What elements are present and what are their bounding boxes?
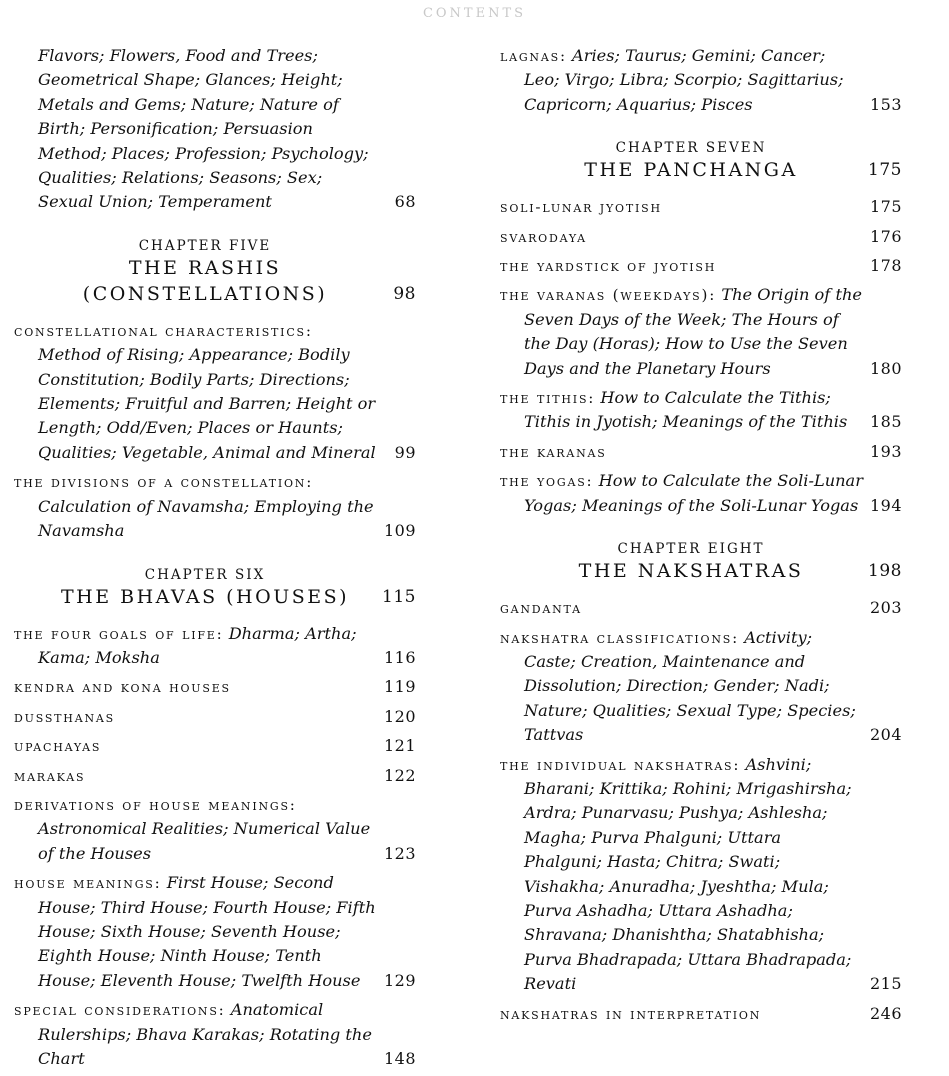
toc-page-number: 120 [383, 706, 416, 726]
toc-left-column [14, 44, 416, 1076]
toc-entry-text [14, 470, 416, 543]
toc-entry-subtopics: First House; Second House; Third House; Fourth House; Fifth House; Sixth House; Seventh House; Eighth House; Ninth House; Tenth House; Eleventh House; Twelfth House [38, 873, 376, 990]
toc-page-number: 99 [394, 442, 416, 462]
toc-entry[interactable] [14, 470, 416, 543]
toc-page-number: 215 [869, 974, 902, 994]
toc-entry[interactable] [14, 705, 416, 729]
toc-entry-subtopics: The Origin of the Seven Days of the Week; The Hours of the Day (Horas); How to Use the Seven Days and the Planetary Hours [524, 285, 862, 378]
toc-entry-heading: the individual nakshatras: [500, 755, 741, 774]
toc-entry-heading: constellational characteristics: [14, 321, 313, 340]
toc-page-number: 109 [383, 521, 416, 541]
toc-entry-heading: the yogas: [500, 472, 594, 491]
toc-page-number: 246 [869, 1003, 902, 1023]
toc-entry-heading: svarodaya [500, 227, 587, 246]
toc-entry-heading: kendra and kona houses [14, 678, 231, 697]
toc-page-number: 121 [383, 736, 416, 756]
toc-entry[interactable] [500, 44, 902, 117]
toc-entry-heading: nakshatra classifications: [500, 628, 740, 647]
toc-entry-text [500, 225, 902, 249]
chapter-page-number: 175 [868, 160, 902, 181]
toc-entry-heading: special considerations: [14, 1001, 226, 1020]
toc-entry-text [500, 626, 902, 748]
toc-entry-text [14, 793, 416, 866]
chapter-heading-five[interactable] [14, 237, 416, 307]
chapter-heading-eight[interactable] [500, 540, 902, 584]
toc-page-number: 123 [383, 843, 416, 863]
toc-entry-heading: the karanas [500, 442, 607, 461]
toc-entry-text [500, 283, 902, 381]
toc-entry[interactable] [14, 319, 416, 465]
toc-entry-heading: upachayas [14, 737, 102, 756]
toc-entry-text [500, 386, 902, 435]
toc-entry-heading: nakshatras in interpretation [500, 1004, 762, 1023]
toc-entry-text [14, 622, 416, 671]
toc-entry[interactable] [500, 596, 902, 620]
toc-entry[interactable] [500, 753, 902, 997]
toc-entry[interactable] [14, 871, 416, 993]
toc-entry[interactable] [500, 283, 902, 381]
toc-entry-subtopics: Method of Rising; Appearance; Bodily Constitution; Bodily Parts; Directions; Elements; Fruitful and Barren; Height or Length; Odd/Even; Places or Haunts; Qualities; Vegetable, Animal and Mineral [38, 345, 376, 462]
chapter-label: CHAPTER EIGHT [617, 541, 765, 558]
toc-entry-heading: the four goals of life: [14, 624, 224, 643]
chapter-page-number: 98 [393, 283, 416, 304]
toc-page-number: 185 [869, 412, 902, 432]
toc-entry-heading: house meanings: [14, 874, 162, 893]
toc-page-number: 176 [869, 226, 902, 246]
chapter-title: THE RASHIS (CONSTELLATIONS) [82, 256, 328, 305]
chapter-title: THE PANCHANGA [584, 159, 798, 182]
toc-page-number: 203 [869, 598, 902, 618]
toc-entry[interactable] [14, 622, 416, 671]
chapter-label: CHAPTER SEVEN [615, 140, 767, 157]
chapter-heading-six[interactable] [14, 566, 416, 610]
toc-entry[interactable] [500, 626, 902, 748]
toc-entry-subtopics: How to Calculate the Soli-Lunar Yogas; Meanings of the Soli-Lunar Yogas [524, 471, 863, 515]
toc-right-column [500, 44, 902, 1031]
toc-entry-heading: derivations of house meanings: [14, 795, 297, 814]
chapter-label: CHAPTER FIVE [138, 237, 272, 254]
running-head: CONTENTS [422, 6, 527, 21]
toc-entry-heading: soli-lunar jyotish [500, 198, 662, 217]
toc-entry-text [14, 675, 416, 699]
toc-entry-heading: the tithis: [500, 389, 596, 408]
toc-entry-subtopics: Calculation of Navamsha; Employing the Navamsha [38, 496, 374, 541]
chapter-title: THE NAKSHATRAS [578, 560, 804, 583]
toc-entry-text [500, 44, 902, 117]
toc-entry-heading: marakas [14, 766, 86, 785]
toc-page-number: 175 [869, 197, 902, 217]
toc-entry-text [500, 469, 902, 518]
toc-entry-subtopics: Anatomical Rulerships; Bhava Karakas; Rotating the Chart [38, 1000, 372, 1068]
toc-entry-heading: lagnas: [500, 47, 567, 65]
toc-entry[interactable] [14, 44, 416, 215]
toc-entry-subtopics: Ashvini; Bharani; Krittika; Rohini; Mrigashirsha; Ardra; Punarvasu; Pushya; Ashlesha; Magha; Purva Phalguni; Uttara Phalguni; Hasta; Chitra; Swati; Vishakha; Anuradha; Jyeshtha; Mula; Purva Ashadha; Uttara Ashadha; Shravana; Dhanishtha; Shatabhisha; Purva Bhadrapada; Uttara Bhadrapada; Revati [524, 754, 852, 994]
toc-entry-text [500, 195, 902, 219]
toc-entry-text [14, 764, 416, 788]
toc-entry-text [14, 998, 416, 1071]
toc-entry-heading: the yardstick of jyotish [500, 257, 717, 276]
toc-entry[interactable] [500, 254, 902, 278]
toc-entry-subtopics: Astronomical Realities; Numerical Value of the Houses [38, 819, 371, 863]
toc-entry[interactable] [14, 675, 416, 699]
toc-entry[interactable] [500, 225, 902, 249]
toc-entry-heading: dussthanas [14, 707, 115, 726]
toc-entry-subtopics: Activity; Caste; Creation, Maintenance and Dissolution; Direction; Gender; Nadi; Nature; Qualities; Sexual Type; Species; Tattvas [524, 627, 856, 745]
toc-entry-heading: gandanta [500, 599, 582, 618]
toc-entry[interactable] [500, 1002, 902, 1026]
toc-page-number: 148 [383, 1049, 416, 1068]
chapter-page-number: 115 [382, 586, 416, 607]
toc-entry-subtopics: Aries; Taurus; Gemini; Cancer; Leo; Virgo; Libra; Scorpio; Sagittarius; Capricorn; Aquarius; Pisces [524, 46, 844, 114]
toc-page-number: 119 [383, 677, 416, 697]
toc-page-number: 180 [869, 358, 902, 378]
toc-entry[interactable] [14, 793, 416, 866]
toc-entry-text [500, 254, 902, 278]
toc-page-number: 193 [869, 441, 902, 461]
toc-entry[interactable] [14, 764, 416, 788]
toc-entry-text [14, 871, 416, 993]
chapter-title: THE BHAVAS (HOUSES) [60, 585, 350, 608]
toc-entry-text [500, 1002, 902, 1026]
toc-page-number: 153 [869, 94, 902, 114]
toc-entry-text [14, 319, 416, 465]
toc-entry-subtopics: Dharma; Artha; Kama; Moksha [38, 623, 357, 667]
toc-entry[interactable] [500, 195, 902, 219]
toc-page-number: 68 [394, 192, 416, 212]
toc-page-number: 178 [869, 256, 902, 276]
toc-entry[interactable] [14, 734, 416, 758]
toc-entry-heading: the varanas (weekdays): [500, 286, 717, 305]
toc-page-number: 204 [869, 725, 902, 745]
toc-entry[interactable] [500, 440, 902, 464]
toc-page-number: 194 [869, 495, 902, 515]
toc-entry-heading: the divisions of a constellation: [14, 473, 314, 492]
toc-entry-text [14, 734, 416, 758]
toc-page-number: 122 [383, 765, 416, 785]
toc-entry-text [500, 440, 902, 464]
toc-entry[interactable] [500, 469, 902, 518]
chapter-heading-seven[interactable] [500, 139, 902, 183]
toc-entry-subtopics: Flavors; Flowers, Food and Trees; Geometrical Shape; Glances; Height; Metals and Gems; Nature; Nature of Birth; Personification; Persuasion Method; Places; Profession; Psychology; Qualities; Relations; Seasons; Sex; Sexual Union; Temperament [38, 46, 369, 212]
toc-entry[interactable] [14, 998, 416, 1071]
toc-entry-text [14, 705, 416, 729]
toc-page-number: 116 [383, 647, 416, 667]
chapter-label: CHAPTER SIX [144, 566, 266, 583]
toc-page-number: 129 [383, 970, 416, 990]
toc-entry-text [500, 753, 902, 997]
chapter-page-number: 198 [868, 561, 902, 582]
toc-entry[interactable] [500, 386, 902, 435]
toc-entry-subtopics: How to Calculate the Tithis; Tithis in Jyotish; Meanings of the Tithis [524, 388, 848, 432]
toc-entry-text [500, 596, 902, 620]
